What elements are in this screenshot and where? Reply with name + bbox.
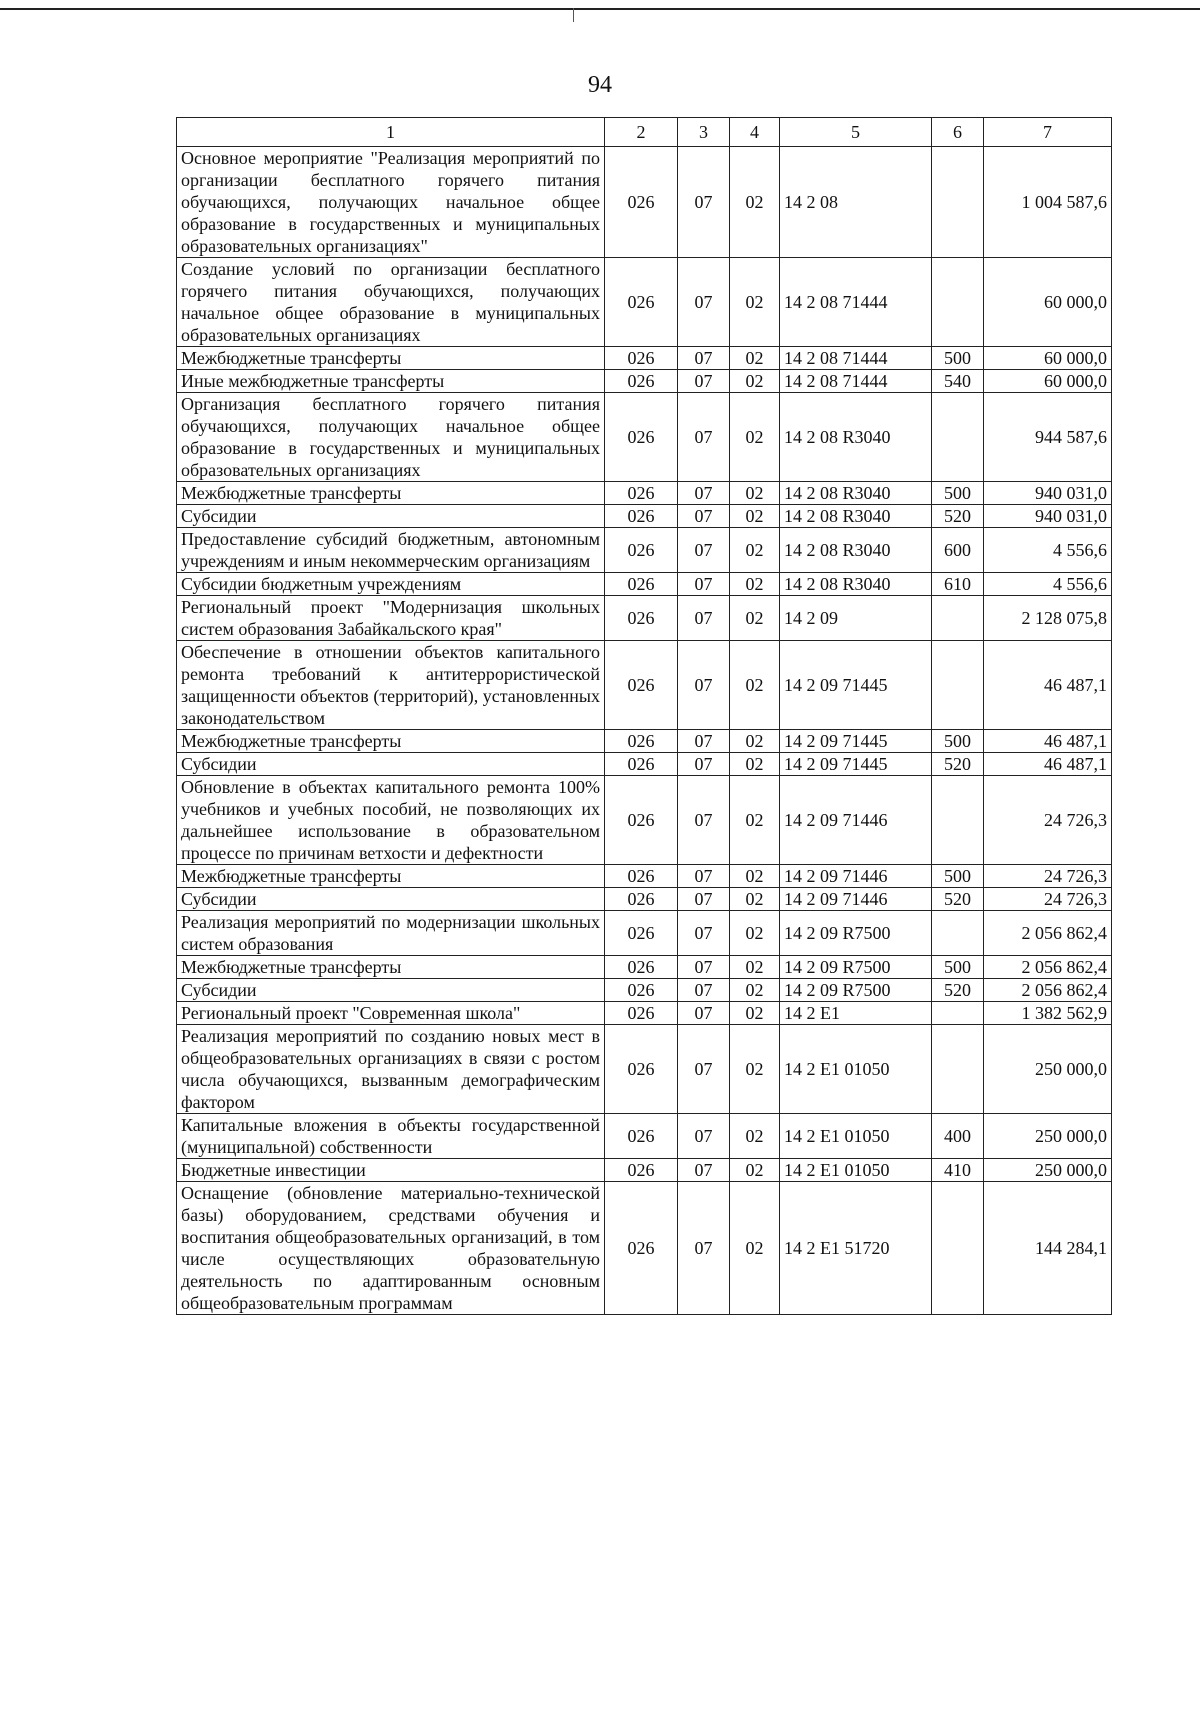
row-description: Межбюджетные трансферты (177, 865, 605, 888)
table-row (177, 956, 1112, 979)
cell-expense-type: 540 (932, 370, 984, 393)
table-row (177, 347, 1112, 370)
cell-subsection: 02 (730, 1025, 780, 1114)
cell-expense-type: 520 (932, 888, 984, 911)
cell-amount: 60 000,0 (984, 370, 1112, 393)
cell-section: 07 (678, 911, 730, 956)
cell-section: 07 (678, 347, 730, 370)
cell-subsection: 02 (730, 1182, 780, 1315)
row-description: Региональный проект "Модернизация школьных систем образования Забайкальского края" (177, 596, 605, 641)
header-row (177, 118, 1112, 147)
cell-expense-type (932, 1025, 984, 1114)
cell-amount: 1 382 562,9 (984, 1002, 1112, 1025)
table-row (177, 482, 1112, 505)
cell-section: 07 (678, 1182, 730, 1315)
cell-expense-type: 610 (932, 573, 984, 596)
cell-expense-type: 520 (932, 505, 984, 528)
cell-subsection: 02 (730, 730, 780, 753)
cell-ministry-code: 026 (605, 1114, 678, 1159)
cell-subsection: 02 (730, 505, 780, 528)
cell-target-article: 14 2 09 R7500 (780, 979, 932, 1002)
cell-target-article: 14 2 08 R3040 (780, 505, 932, 528)
header-cell: 6 (932, 118, 984, 147)
cell-ministry-code: 026 (605, 753, 678, 776)
row-description: Бюджетные инвестиции (177, 1159, 605, 1182)
table-row (177, 730, 1112, 753)
cell-section: 07 (678, 776, 730, 865)
cell-ministry-code: 026 (605, 370, 678, 393)
cell-ministry-code: 026 (605, 1025, 678, 1114)
header-cell: 2 (605, 118, 678, 147)
cell-section: 07 (678, 730, 730, 753)
cell-expense-type: 500 (932, 347, 984, 370)
cell-amount: 60 000,0 (984, 347, 1112, 370)
cell-ministry-code: 026 (605, 956, 678, 979)
cell-expense-type (932, 393, 984, 482)
cell-target-article: 14 2 E1 01050 (780, 1159, 932, 1182)
table-row (177, 1159, 1112, 1182)
cell-subsection: 02 (730, 482, 780, 505)
table-row (177, 258, 1112, 347)
cell-section: 07 (678, 370, 730, 393)
cell-target-article: 14 2 08 R3040 (780, 393, 932, 482)
cell-target-article: 14 2 08 R3040 (780, 573, 932, 596)
cell-subsection: 02 (730, 911, 780, 956)
cell-section: 07 (678, 393, 730, 482)
cell-subsection: 02 (730, 528, 780, 573)
table-row (177, 1114, 1112, 1159)
cell-section: 07 (678, 258, 730, 347)
cell-target-article: 14 2 09 71446 (780, 888, 932, 911)
row-description: Межбюджетные трансферты (177, 482, 605, 505)
page-number: 94 (588, 72, 612, 98)
cell-subsection: 02 (730, 573, 780, 596)
cell-ministry-code: 026 (605, 1002, 678, 1025)
cell-ministry-code: 026 (605, 865, 678, 888)
cell-subsection: 02 (730, 258, 780, 347)
cell-expense-type: 500 (932, 865, 984, 888)
cell-ministry-code: 026 (605, 776, 678, 865)
cell-subsection: 02 (730, 393, 780, 482)
cell-amount: 144 284,1 (984, 1182, 1112, 1315)
cell-section: 07 (678, 979, 730, 1002)
cell-section: 07 (678, 641, 730, 730)
cell-target-article: 14 2 09 71445 (780, 753, 932, 776)
row-description: Иные межбюджетные трансферты (177, 370, 605, 393)
table-row (177, 370, 1112, 393)
cell-expense-type (932, 911, 984, 956)
cell-target-article: 14 2 08 R3040 (780, 482, 932, 505)
cell-expense-type (932, 258, 984, 347)
cell-expense-type: 500 (932, 956, 984, 979)
cell-subsection: 02 (730, 147, 780, 258)
cell-target-article: 14 2 09 71445 (780, 730, 932, 753)
cell-section: 07 (678, 573, 730, 596)
cell-ministry-code: 026 (605, 505, 678, 528)
table-row (177, 596, 1112, 641)
row-description: Субсидии (177, 888, 605, 911)
row-description: Межбюджетные трансферты (177, 730, 605, 753)
cell-subsection: 02 (730, 979, 780, 1002)
cell-expense-type (932, 641, 984, 730)
cell-expense-type (932, 1002, 984, 1025)
row-description: Субсидии (177, 753, 605, 776)
header-cell: 1 (177, 118, 605, 147)
cell-section: 07 (678, 505, 730, 528)
row-description: Создание условий по организации бесплатного горячего питания обучающихся, получающих начальное общее образование в муниципальных образовательных организациях (177, 258, 605, 347)
scan-mark (573, 8, 574, 22)
cell-amount: 4 556,6 (984, 573, 1112, 596)
row-description: Реализация мероприятий по созданию новых мест в общеобразовательных организациях в связи с ростом числа обучающихся, вызванным демографическим фактором (177, 1025, 605, 1114)
row-description: Оснащение (обновление материально-технической базы) оборудованием, средствами обучения и воспитания общеобразовательных организаций, в том числе осуществляющих образовательную деятельность по адаптированным основным общеобразовательным программам (177, 1182, 605, 1315)
cell-expense-type (932, 147, 984, 258)
table-row (177, 776, 1112, 865)
table-row (177, 865, 1112, 888)
table-row (177, 528, 1112, 573)
cell-target-article: 14 2 09 71445 (780, 641, 932, 730)
cell-subsection: 02 (730, 1114, 780, 1159)
cell-amount: 940 031,0 (984, 482, 1112, 505)
table-row (177, 753, 1112, 776)
cell-subsection: 02 (730, 865, 780, 888)
cell-subsection: 02 (730, 753, 780, 776)
cell-subsection: 02 (730, 776, 780, 865)
cell-section: 07 (678, 1114, 730, 1159)
cell-target-article: 14 2 09 (780, 596, 932, 641)
cell-section: 07 (678, 753, 730, 776)
row-description: Субсидии (177, 979, 605, 1002)
cell-target-article: 14 2 08 71444 (780, 258, 932, 347)
cell-ministry-code: 026 (605, 347, 678, 370)
cell-ministry-code: 026 (605, 1159, 678, 1182)
cell-section: 07 (678, 528, 730, 573)
cell-section: 07 (678, 888, 730, 911)
cell-ministry-code: 026 (605, 641, 678, 730)
cell-amount: 944 587,6 (984, 393, 1112, 482)
row-description: Организация бесплатного горячего питания обучающихся, получающих начальное общее образование в государственных и муниципальных образовательных организациях (177, 393, 605, 482)
row-description: Предоставление субсидий бюджетным, автономным учреждениям и иным некоммерческим организациям (177, 528, 605, 573)
cell-expense-type (932, 776, 984, 865)
cell-target-article: 14 2 09 R7500 (780, 956, 932, 979)
row-description: Региональный проект "Современная школа" (177, 1002, 605, 1025)
row-description: Капитальные вложения в объекты государственной (муниципальной) собственности (177, 1114, 605, 1159)
cell-amount: 2 128 075,8 (984, 596, 1112, 641)
cell-ministry-code: 026 (605, 979, 678, 1002)
cell-target-article: 14 2 08 (780, 147, 932, 258)
cell-ministry-code: 026 (605, 147, 678, 258)
cell-ministry-code: 026 (605, 482, 678, 505)
cell-ministry-code: 026 (605, 393, 678, 482)
table-row (177, 979, 1112, 1002)
cell-target-article: 14 2 09 71446 (780, 776, 932, 865)
cell-subsection: 02 (730, 956, 780, 979)
cell-amount: 250 000,0 (984, 1159, 1112, 1182)
cell-target-article: 14 2 08 71444 (780, 347, 932, 370)
cell-ministry-code: 026 (605, 596, 678, 641)
table-row (177, 147, 1112, 258)
cell-target-article: 14 2 09 R7500 (780, 911, 932, 956)
table-row (177, 573, 1112, 596)
cell-amount: 24 726,3 (984, 865, 1112, 888)
scan-border (0, 0, 1200, 10)
header-cell: 4 (730, 118, 780, 147)
row-description: Обновление в объектах капитального ремонта 100% учебников и учебных пособий, не позволяющих их дальнейшее использование в образовательном процессе по причинам ветхости и дефектности (177, 776, 605, 865)
cell-target-article: 14 2 E1 01050 (780, 1025, 932, 1114)
cell-section: 07 (678, 596, 730, 641)
cell-section: 07 (678, 1002, 730, 1025)
cell-ministry-code: 026 (605, 258, 678, 347)
table-row (177, 393, 1112, 482)
cell-expense-type: 500 (932, 482, 984, 505)
cell-target-article: 14 2 E1 (780, 1002, 932, 1025)
cell-expense-type: 600 (932, 528, 984, 573)
cell-subsection: 02 (730, 347, 780, 370)
table-row (177, 911, 1112, 956)
cell-amount: 46 487,1 (984, 730, 1112, 753)
cell-expense-type: 520 (932, 979, 984, 1002)
cell-expense-type: 410 (932, 1159, 984, 1182)
cell-amount: 2 056 862,4 (984, 979, 1112, 1002)
cell-target-article: 14 2 08 R3040 (780, 528, 932, 573)
cell-subsection: 02 (730, 370, 780, 393)
cell-subsection: 02 (730, 641, 780, 730)
cell-amount: 2 056 862,4 (984, 911, 1112, 956)
cell-ministry-code: 026 (605, 528, 678, 573)
cell-target-article: 14 2 08 71444 (780, 370, 932, 393)
cell-ministry-code: 026 (605, 1182, 678, 1315)
row-description: Субсидии бюджетным учреждениям (177, 573, 605, 596)
cell-amount: 940 031,0 (984, 505, 1112, 528)
header-cell: 5 (780, 118, 932, 147)
row-description: Межбюджетные трансферты (177, 956, 605, 979)
cell-amount: 24 726,3 (984, 776, 1112, 865)
cell-subsection: 02 (730, 888, 780, 911)
cell-amount: 24 726,3 (984, 888, 1112, 911)
cell-subsection: 02 (730, 1002, 780, 1025)
cell-section: 07 (678, 865, 730, 888)
cell-ministry-code: 026 (605, 573, 678, 596)
cell-amount: 250 000,0 (984, 1114, 1112, 1159)
cell-section: 07 (678, 956, 730, 979)
table-row (177, 1025, 1112, 1114)
cell-target-article: 14 2 E1 01050 (780, 1114, 932, 1159)
cell-ministry-code: 026 (605, 888, 678, 911)
table-row (177, 505, 1112, 528)
cell-expense-type (932, 1182, 984, 1315)
cell-subsection: 02 (730, 1159, 780, 1182)
row-description: Обеспечение в отношении объектов капитального ремонта требований к антитеррористической защищенности объектов (территорий), установленных законодательством (177, 641, 605, 730)
row-description: Реализация мероприятий по модернизации школьных систем образования (177, 911, 605, 956)
cell-section: 07 (678, 1159, 730, 1182)
cell-target-article: 14 2 09 71446 (780, 865, 932, 888)
cell-amount: 60 000,0 (984, 258, 1112, 347)
cell-expense-type: 400 (932, 1114, 984, 1159)
table-row (177, 888, 1112, 911)
cell-section: 07 (678, 147, 730, 258)
budget-table (176, 117, 1112, 1315)
table-row (177, 1002, 1112, 1025)
header-cell: 3 (678, 118, 730, 147)
cell-amount: 46 487,1 (984, 753, 1112, 776)
cell-expense-type (932, 596, 984, 641)
cell-amount: 46 487,1 (984, 641, 1112, 730)
cell-target-article: 14 2 E1 51720 (780, 1182, 932, 1315)
row-description: Субсидии (177, 505, 605, 528)
cell-amount: 2 056 862,4 (984, 956, 1112, 979)
cell-ministry-code: 026 (605, 730, 678, 753)
cell-amount: 4 556,6 (984, 528, 1112, 573)
row-description: Основное мероприятие "Реализация мероприятий по организации бесплатного горячего питания обучающихся, получающих начальное общее образование в государственных и муниципальных образовательных организациях" (177, 147, 605, 258)
table-row (177, 641, 1112, 730)
cell-ministry-code: 026 (605, 911, 678, 956)
row-description: Межбюджетные трансферты (177, 347, 605, 370)
cell-amount: 250 000,0 (984, 1025, 1112, 1114)
table-row (177, 1182, 1112, 1315)
cell-expense-type: 520 (932, 753, 984, 776)
cell-section: 07 (678, 1025, 730, 1114)
cell-subsection: 02 (730, 596, 780, 641)
cell-expense-type: 500 (932, 730, 984, 753)
header-cell: 7 (984, 118, 1112, 147)
cell-amount: 1 004 587,6 (984, 147, 1112, 258)
cell-section: 07 (678, 482, 730, 505)
